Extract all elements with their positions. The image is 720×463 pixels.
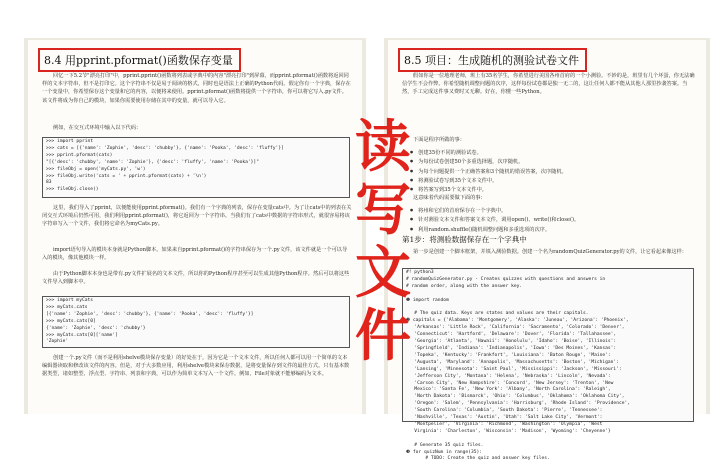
left-code-block-1: >>> import pprint >>> cats = [{'name': 'Zophie', 'desc': 'chubby'}, {'name': 'Pooka', 'desc': 'fluffy'}] >>> pprint.pformat(cats) "[{'desc': 'chubby', 'name': 'Zophie'}, {'desc': 'fluffy', 'name': 'Pooka'}]" >>> fileObj = open('myCats.py', 'w') >>> fileObj.write('cats = ' + pprint.pformat(cats) + '\n') 83 >>> fileObj.close() [42, 137, 350, 198]
right-paragraph-3: 这意味着代码需要做下面的事： [413, 195, 486, 201]
left-paragraph-1: 回忆一下5.2节"漂亮打印"中，pprint.pprint()函数将列表或字典中的内容"漂亮打印"到屏幕，而pprint.pformat()函数将返回同样的文本字符串，但不是打印它。这个字符串不仅是易于阅读的格式，同时也是语法上正确的Python代码。假定你有一个字典，保存在一个变量中，你希望保存这个变量和它的内容，以便将来使用。pprint.pformat()函数将提供一个字符串，你可以将它写入.py文件。该文件将成为你自己的模块，如果你需要使用存储在其中的变量，就可以导入它。 [42, 73, 351, 104]
right-paragraph-4: 第一步是创建一个脚本框架，并填入测验数据。创建一个名为randomQuizGenerator.py的文件，让它看起来像这样： [413, 249, 687, 255]
right-code-block: #! python3 # randomQuizGenerator.py - Creates quizzes with questions and answers in # random order, along with the answer key. ❶ import random # The quiz data. Keys are states and values are their capitals. ❷ capitals = {'Alabama': 'Montgomery', 'Alaska': 'Juneau', 'Arizona': 'Phoenix', 'Arkansas': 'Little Rock', 'California': 'Sacramento', 'Colorado': 'Denver', 'Connecticut': 'Hartford', 'Delaware': 'Dover', 'Florida': 'Tallahassee', 'Georgia': 'Atlanta', 'Hawaii': 'Honolulu', 'Idaho': 'Boise', 'Illinois': 'Springfield', 'Indiana': 'Indianapolis', 'Iowa': 'Des Moines', 'Kansas': 'Topeka', 'Kentucky': 'Frankfort', 'Louisiana': 'Baton Rouge', 'Maine': 'Augusta', 'Maryland': 'Annapolis', 'Massachusetts': 'Boston', 'Michigan': 'Lansing', 'Minnesota': 'Saint Paul', 'Mississippi': 'Jackson', 'Missouri': 'Jefferson City', 'Montana': 'Helena', 'Nebraska': 'Lincoln', 'Nevada': 'Carson City', 'New Hampshire': 'Concord', 'New Jersey': 'Trenton', 'New Mexico': 'Santa Fe', 'New York': 'Albany', 'North Carolina': 'Raleigh', 'North Dakota': 'Bismarck', 'Ohio': 'Columbus', 'Oklahoma': 'Oklahoma City', 'Oregon': 'Salem', 'Pennsylvania': 'Harrisburg', 'Rhode Island': 'Providence', 'South Carolina': 'Columbia', 'South Dakota': 'Pierre', 'Tennessee': 'Nashville', 'Texas': 'Austin', 'Utah': 'Salt Lake City', 'Vermont': 'Montpelier', 'Virginia': 'Richmond', 'Washington': 'Olympia', 'West Virginia': 'Charleston', 'Wisconsin': 'Madison', 'Wyoming': 'Cheyenne'} # Generate 35 quiz files. ❸ for quizNum in range(35): # TODO: Create the quiz and answer key files. [402, 268, 694, 422]
overlay-char: 写 [355, 178, 411, 243]
right-book-page [388, 40, 706, 462]
right-section-heading: 8.5 项目：生成随机的测验试卷文件 [398, 48, 587, 72]
left-paragraph-3: 这里，我们导入了pprint，以便能使用pprint.pformat()。我们有一个字典的列表，保存在变量cats中。为了让cats中的列表在关闭交互式环境后仍然可用，我们利用pprint.pformat()，将它返回为一个字符串。当我们有了cats中数据的字符串形式，就很容易将该字符串写入一个文件，我们将它命名为myCats.py。 [42, 205, 352, 228]
program-tasks-list [410, 148, 696, 194]
overlay-char: 读 [355, 115, 411, 180]
step-1-heading: 第1步：将测验数据保存在一个字典中 [402, 235, 527, 244]
left-code-block-2: >>> import myCats >>> myCats.cats [{'name': 'Zophie', 'desc': 'chubby'}, {'name': 'Pooka', 'desc': 'fluffy'}] >>> myCats.cats[0] {'name': 'Zophie', 'desc': 'chubby'} >>> myCats.cats[0]['name'] 'Zophie' [42, 296, 350, 348]
left-paragraph-6: 创建一个.py文件（而不是利用shelve模块保存变量）的好处在于，因为它是一个文本文件，所以任何人都可以用一个简单的文本编辑器读取和修改该文件的内容。但是，对于大多数应用，利用shelve模块来保存数据，是将变量保存到文件的最佳方式。只有基本数据类型，诸如整型、浮点型、字符串、列表和字典，可以作为简单文本写入一个文件。例如，File对象就不能够编码为文本。 [42, 355, 350, 378]
right-paragraph-2: 下面是程序所做的事： [413, 137, 465, 143]
list-item: ● 利用random.shuffle()随机调整问题和多重选项的次序。 [410, 225, 696, 234]
left-paragraph-4: import语句导入的模块本身就是Python脚本。如果来自pprint.pformat()的字符串保存为一个.py文件，该文件就是一个可以导入的模块，像其他模块一样。 [42, 247, 348, 262]
overlay-char: 件 [355, 304, 411, 369]
left-paragraph-5: 由于Python脚本本身也是带有.py文件扩展名的文本文件，所以你的Python程序甚至可以生成其他Python程序。然后可以将这些文件导入到脚本中。 [42, 271, 350, 286]
list-item: ● 创建35份不同的测验试卷。 [410, 148, 696, 157]
left-section-heading: 8.4 用pprint.pformat()函数保存变量 [38, 48, 241, 72]
list-item: ● 将答案写到35个文本文件中。 [410, 185, 696, 194]
list-item: ● 为每个问题提供一个正确答案和3个随机的错误答案，次序随机。 [410, 167, 696, 176]
list-item: ● 为每份试卷创建50个多重选择题，次序随机。 [410, 157, 696, 166]
right-paragraph-1: 假如你是一位地理老师，班上有35名学生，你希望进行美国各州首府的一个小测验。不妙的是，班里有几个坏蛋，你无法确信学生不会作弊。你希望随机调整问题的次序，这样每份试卷都是独一无二的，这让任何人都不能从其他人那里抄袭答案。当然，手工完成这件事又费时又无聊。好在，你懂一些Python。 [402, 73, 695, 96]
left-paragraph-2: 例如，在交互式环境中输入以下代码： [53, 125, 142, 131]
overlay-title [352, 116, 414, 368]
code-tasks-list [410, 206, 696, 234]
overlay-char: 文 [355, 241, 411, 306]
list-item: ● 将州和它们的首府保存在一个字典中。 [410, 206, 696, 215]
list-item: ● 针对测验文本文件和答案文本文件，调用open()、write()和close()。 [410, 215, 696, 224]
list-item: ● 将测验试卷写到35个文本文件中。 [410, 176, 696, 185]
left-book-page [28, 40, 362, 414]
